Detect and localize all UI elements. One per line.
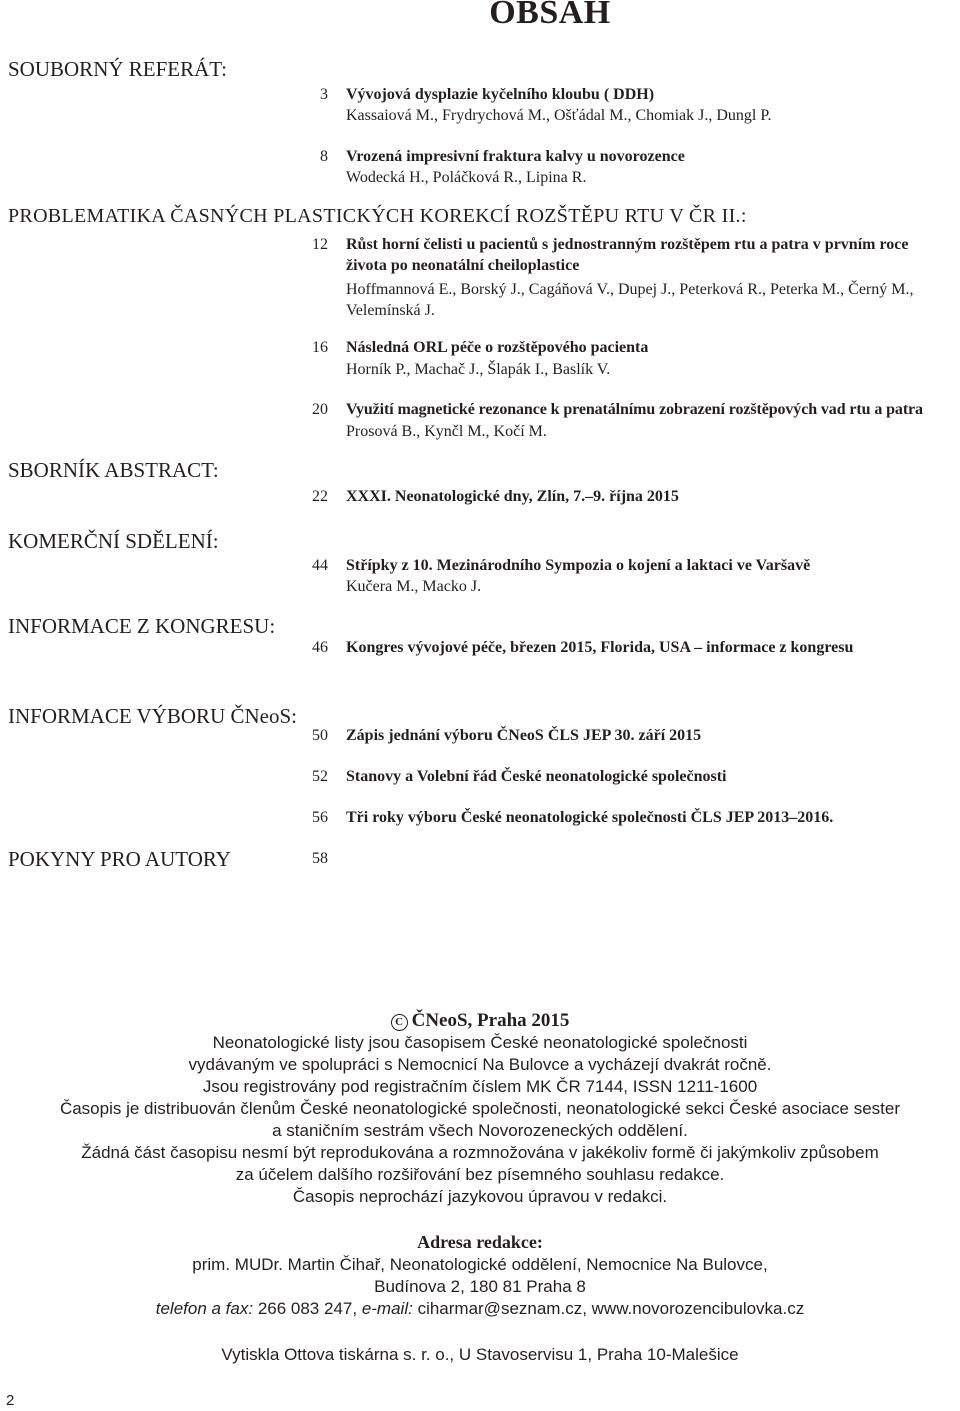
entry-authors: Kassaiová M., Frydrychová M., Ošťádal M., Chomiak J., Dungl P.	[346, 107, 772, 124]
footer-text: vydávaným ve spolupráci s Nemocnicí Na Bulovce a vycházejí dvakrát ročně.	[188, 1055, 772, 1074]
phone-label: telefon a fax:	[155, 1299, 254, 1318]
entry-title: Střípky z 10. Mezinárodního Sympozia o kojení a laktaci ve Varšavě	[346, 557, 811, 574]
section-problematika: PROBLEMATIKA ČASNÝCH PLASTICKÝCH KOREKCÍ ROZŠTĚPU RTU V ČR II.:	[8, 205, 747, 227]
page-number: 2	[6, 1392, 15, 1409]
entry-page-number: 44	[312, 557, 328, 574]
footer-text: Časopis neprochází jazykovou úpravou v redakci.	[292, 1187, 668, 1206]
footer-text: Časopis je distribuován členům České neonatologické společnosti, neonatologické sekci České asociace sester	[59, 1099, 901, 1118]
entry-title: Stanovy a Volební řád České neonatologické společnosti	[346, 768, 727, 785]
entry-title: Zápis jednání výboru ČNeoS ČLS JEP 30. září 2015	[346, 727, 702, 744]
entry-title: Tři roky výboru České neonatologické společnosti ČLS JEP 2013–2016.	[346, 809, 834, 826]
entry-authors: Horník P., Machač J., Šlapák I., Baslík V.	[346, 361, 611, 378]
copyright-icon: C	[391, 1014, 408, 1031]
page-title: OBSAH	[489, 0, 611, 31]
section-informace-z-kongresu: INFORMACE Z KONGRESU:	[8, 614, 276, 638]
entry-title: Kongres vývojové péče, březen 2015, Florida, USA – informace z kongresu	[346, 639, 854, 656]
entry-title: Růst horní čelisti u pacientů s jednostranným rozštěpem rtu a patra v prvním roce	[346, 236, 909, 253]
footer-text: Jsou registrovány pod registračním číslem MK ČR 7144, ISSN 1211-1600	[202, 1077, 758, 1096]
address-line: Budínova 2, 180 81 Praha 8	[374, 1277, 586, 1296]
section-komercni-sdeleni: KOMERČNÍ SDĚLENÍ:	[8, 529, 219, 553]
entry-page-number: 46	[312, 639, 328, 656]
entry-title: života po neonatální cheiloplastice	[346, 257, 580, 274]
entry-page-number: 52	[312, 768, 328, 785]
address-line: prim. MUDr. Martin Čihař, Neonatologické oddělení, Nemocnice Na Bulovce,	[192, 1255, 768, 1274]
entry-page-number: 3	[320, 86, 328, 103]
email-web[interactable]: ciharmar@seznam.cz, www.novorozencibulovka.cz	[417, 1299, 805, 1318]
section-souborny-referat: SOUBORNÝ REFERÁT:	[8, 57, 227, 81]
section-sbornik-abstract: SBORNÍK ABSTRACT:	[8, 458, 219, 482]
entry-authors: Prosová B., Kynčl M., Kočí M.	[346, 423, 547, 440]
entry-page-number: 58	[312, 850, 328, 867]
entry-page-number: 8	[320, 148, 328, 165]
footer-text: Neonatologické listy jsou časopisem České neonatologické společnosti	[212, 1033, 748, 1052]
entry-title: Využití magnetické rezonance k prenatálnímu zobrazení rozštěpových vad rtu a patra	[346, 401, 923, 418]
email-label: e-mail:	[361, 1299, 413, 1318]
section-pokyny-pro-autory: POKYNY PRO AUTORY	[8, 847, 231, 871]
printer-line: Vytiskla Ottova tiskárna s. r. o., U Stavoservisu 1, Praha 10-Malešice	[221, 1345, 739, 1364]
entry-page-number: 20	[312, 401, 328, 418]
entry-title: Následná ORL péče o rozštěpového pacienta	[346, 339, 649, 356]
entry-title: Vývojová dysplazie kyčelního kloubu ( DDH)	[346, 86, 655, 103]
entry-authors: Kučera M., Macko J.	[346, 578, 482, 595]
footer-text: a staničním sestrám všech Novorozeneckých oddělení.	[272, 1121, 688, 1140]
entry-authors: Wodecká H., Poláčková R., Lipina R.	[346, 169, 587, 186]
address-heading: Adresa redakce:	[417, 1232, 543, 1252]
entry-title: Vrozená impresivní fraktura kalvy u novorozence	[346, 148, 685, 165]
entry-page-number: 22	[312, 488, 328, 505]
entry-authors: Hoffmannová E., Borský J., Cagáňová V., Dupej J., Peterková R., Peterka M., Černý M.,	[346, 281, 914, 298]
copyright-line	[0, 1010, 960, 1032]
entry-page-number: 12	[312, 236, 328, 253]
entry-authors: Velemínská J.	[346, 302, 435, 319]
entry-title: XXXI. Neonatologické dny, Zlín, 7.–9. října 2015	[346, 488, 679, 505]
footer-text: za účelem dalšího rozšiřování bez písemného souhlasu redakce.	[235, 1165, 725, 1184]
section-informace-vyboru: INFORMACE VÝBORU ČNeoS:	[8, 704, 297, 728]
entry-page-number: 50	[312, 727, 328, 744]
footer-text: Žádná část časopisu nesmí být reprodukována a rozmnožována v jakékoliv formě či jakýmkoliv způsobem	[81, 1143, 879, 1162]
contact-line	[0, 1298, 960, 1320]
entry-page-number: 16	[312, 339, 328, 356]
phone-number: 266 083 247,	[257, 1299, 358, 1318]
copyright-text: ČNeoS, Praha 2015	[411, 1010, 570, 1031]
entry-page-number: 56	[312, 809, 328, 826]
